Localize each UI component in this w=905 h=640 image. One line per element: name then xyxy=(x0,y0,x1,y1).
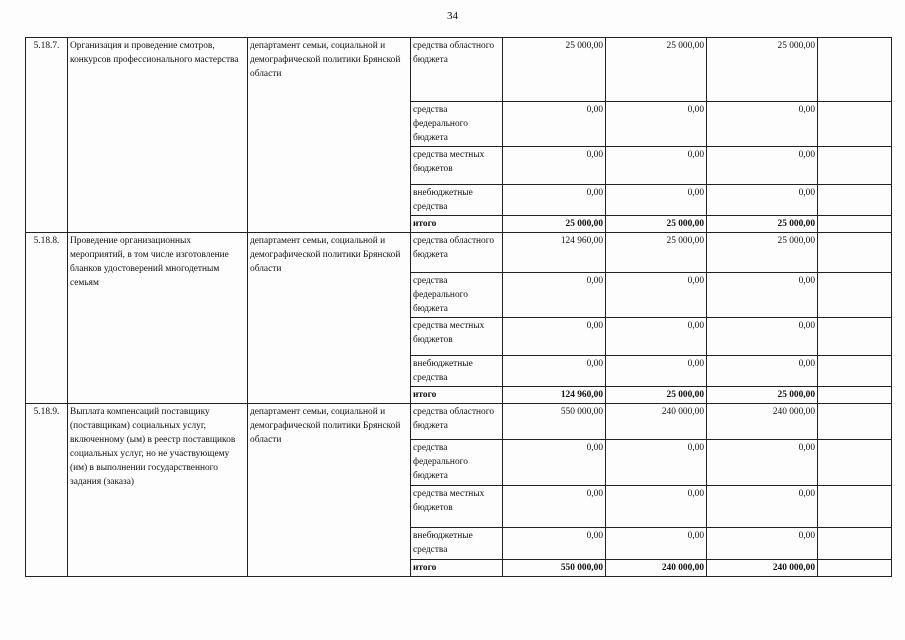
empty-cell xyxy=(818,102,892,147)
amount-year-1: 550 000,00 xyxy=(503,404,606,440)
amount-year-1: 0,00 xyxy=(503,356,606,387)
amount-year-3: 0,00 xyxy=(707,356,818,387)
amount-year-2: 25 000,00 xyxy=(606,387,707,404)
empty-cell xyxy=(818,486,892,528)
amount-year-1: 0,00 xyxy=(503,147,606,185)
amount-year-3: 25 000,00 xyxy=(707,216,818,233)
funding-source: средства областного бюджета xyxy=(411,233,503,273)
empty-cell xyxy=(818,560,892,577)
empty-cell xyxy=(818,147,892,185)
amount-year-1: 0,00 xyxy=(503,273,606,318)
amount-year-3: 0,00 xyxy=(707,273,818,318)
amount-year-2: 240 000,00 xyxy=(606,560,707,577)
amount-year-3: 0,00 xyxy=(707,486,818,528)
funding-source: итого xyxy=(411,216,503,233)
funding-source: итого xyxy=(411,387,503,404)
empty-cell xyxy=(818,387,892,404)
amount-year-1: 0,00 xyxy=(503,528,606,560)
budget-table xyxy=(25,37,892,577)
funding-source: итого xyxy=(411,560,503,577)
empty-cell xyxy=(818,440,892,486)
table-row xyxy=(26,233,892,273)
empty-cell xyxy=(818,233,892,273)
table-row xyxy=(26,404,892,440)
empty-cell xyxy=(818,38,892,102)
funding-source: внебюджетные средства xyxy=(411,528,503,560)
empty-cell xyxy=(818,273,892,318)
amount-year-3: 0,00 xyxy=(707,440,818,486)
amount-year-3: 0,00 xyxy=(707,528,818,560)
amount-year-1: 124 960,00 xyxy=(503,387,606,404)
amount-year-2: 25 000,00 xyxy=(606,38,707,102)
funding-source: средства федерального бюджета xyxy=(411,102,503,147)
table-row xyxy=(26,38,892,102)
amount-year-3: 240 000,00 xyxy=(707,560,818,577)
amount-year-1: 0,00 xyxy=(503,440,606,486)
funding-source: средства областного бюджета xyxy=(411,404,503,440)
empty-cell xyxy=(818,318,892,356)
amount-year-1: 25 000,00 xyxy=(503,38,606,102)
empty-cell xyxy=(818,356,892,387)
amount-year-1: 550 000,00 xyxy=(503,560,606,577)
amount-year-2: 0,00 xyxy=(606,318,707,356)
funding-source: внебюджетные средства xyxy=(411,356,503,387)
item-number: 5.18.8. xyxy=(26,233,68,404)
activity-name: Проведение организационных мероприятий, в том числе изготовление бланков удостоверений многодетным семьям xyxy=(68,233,248,404)
amount-year-3: 0,00 xyxy=(707,147,818,185)
amount-year-3: 25 000,00 xyxy=(707,233,818,273)
amount-year-1: 0,00 xyxy=(503,486,606,528)
empty-cell xyxy=(818,404,892,440)
executor: департамент семьи, социальной и демографической политики Брянской области xyxy=(248,404,411,577)
amount-year-3: 25 000,00 xyxy=(707,387,818,404)
activity-name: Организация и проведение смотров, конкурсов профессионального мастерства xyxy=(68,38,248,233)
amount-year-2: 0,00 xyxy=(606,273,707,318)
amount-year-2: 0,00 xyxy=(606,486,707,528)
page-number: 34 xyxy=(447,10,458,22)
amount-year-2: 0,00 xyxy=(606,528,707,560)
empty-cell xyxy=(818,216,892,233)
amount-year-2: 240 000,00 xyxy=(606,404,707,440)
amount-year-3: 0,00 xyxy=(707,318,818,356)
amount-year-1: 0,00 xyxy=(503,102,606,147)
funding-source: средства федерального бюджета xyxy=(411,440,503,486)
item-number: 5.18.9. xyxy=(26,404,68,577)
funding-source: средства местных бюджетов xyxy=(411,486,503,528)
funding-source: средства областного бюджета xyxy=(411,38,503,102)
amount-year-3: 25 000,00 xyxy=(707,38,818,102)
amount-year-1: 124 960,00 xyxy=(503,233,606,273)
funding-source: средства федерального бюджета xyxy=(411,273,503,318)
amount-year-2: 0,00 xyxy=(606,440,707,486)
amount-year-2: 25 000,00 xyxy=(606,233,707,273)
funding-source: внебюджетные средства xyxy=(411,185,503,216)
amount-year-2: 0,00 xyxy=(606,185,707,216)
amount-year-3: 0,00 xyxy=(707,102,818,147)
amount-year-3: 0,00 xyxy=(707,185,818,216)
amount-year-2: 0,00 xyxy=(606,147,707,185)
amount-year-2: 25 000,00 xyxy=(606,216,707,233)
executor: департамент семьи, социальной и демографической политики Брянской области xyxy=(248,233,411,404)
empty-cell xyxy=(818,185,892,216)
funding-source: средства местных бюджетов xyxy=(411,147,503,185)
amount-year-2: 0,00 xyxy=(606,356,707,387)
empty-cell xyxy=(818,528,892,560)
activity-name: Выплата компенсаций поставщику (поставщикам) социальных услуг, включенному (ым) в реестр поставщиков социальных услуг, но не участвующему (им) в выполнении государственного задания (заказа) xyxy=(68,404,248,577)
executor: департамент семьи, социальной и демографической политики Брянской области xyxy=(248,38,411,233)
amount-year-3: 240 000,00 xyxy=(707,404,818,440)
amount-year-1: 0,00 xyxy=(503,185,606,216)
amount-year-1: 25 000,00 xyxy=(503,216,606,233)
amount-year-2: 0,00 xyxy=(606,102,707,147)
amount-year-1: 0,00 xyxy=(503,318,606,356)
item-number: 5.18.7. xyxy=(26,38,68,233)
funding-source: средства местных бюджетов xyxy=(411,318,503,356)
